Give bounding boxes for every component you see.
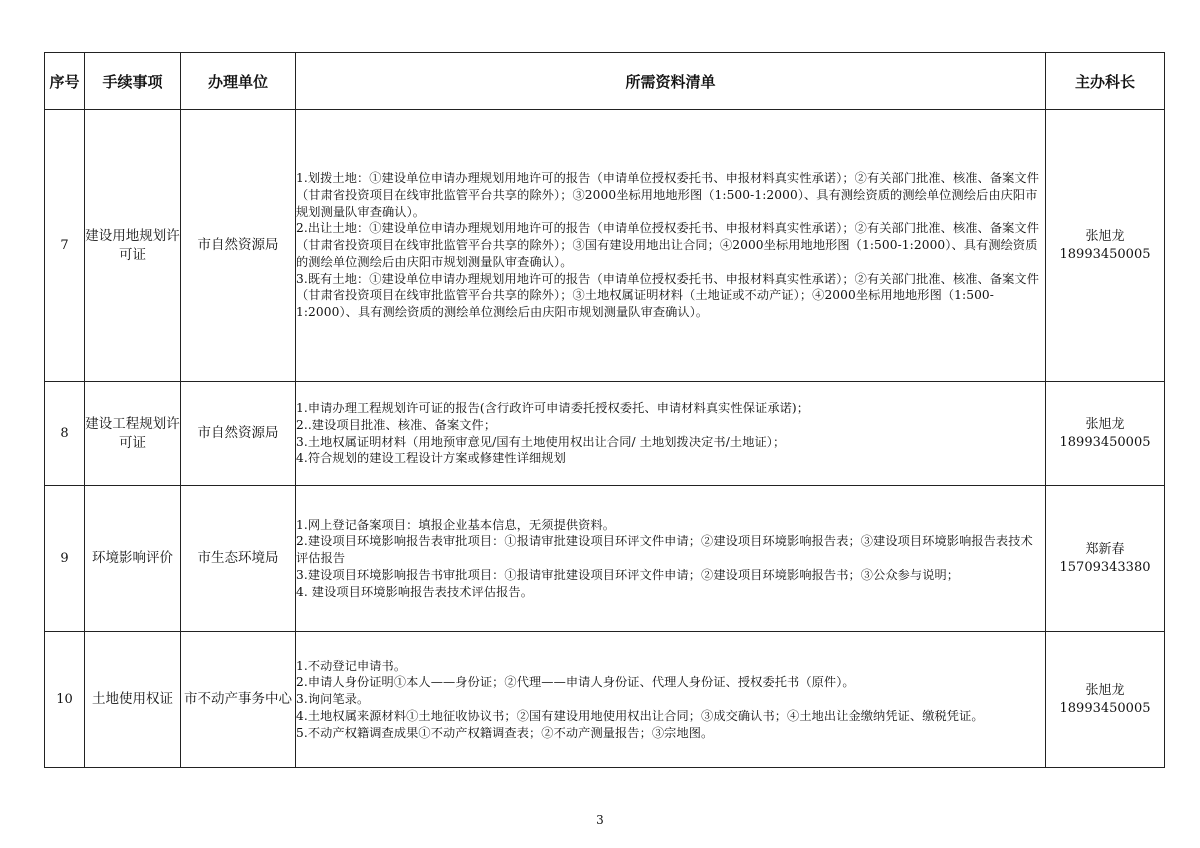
table-row	[45, 632, 1165, 768]
procedure-item: 建设用地规划许可证	[85, 110, 181, 382]
header-num: 序号	[45, 53, 85, 110]
required-docs	[296, 632, 1046, 768]
officer-phone: 15709343380	[1059, 559, 1151, 575]
officer-name: 张旭龙	[1085, 416, 1125, 432]
procedure-item: 环境影响评价	[85, 486, 181, 632]
procedure-item: 土地使用权证	[85, 632, 181, 768]
header-unit: 办理单位	[181, 53, 296, 110]
officer-name: 张旭龙	[1085, 228, 1125, 244]
row-number: 10	[45, 632, 85, 768]
required-docs	[296, 486, 1046, 632]
page-number: 3	[596, 813, 604, 827]
handling-unit: 市生态环境局	[181, 486, 296, 632]
doc-line: 3.土地权属证明材料（用地预审意见/国有土地使用权出让合同/ 土地划拨决定书/土地证）；	[296, 434, 786, 449]
header-item: 手续事项	[85, 53, 181, 110]
doc-line: 4.土地权属来源材料①土地征收协议书；②国有建设用地使用权出让合同；③成交确认书；④土地出让金缴纳凭证、缴税凭证。	[296, 708, 984, 723]
doc-line: 3.既有土地：①建设单位申请办理规划用地许可的报告（申请单位授权委托书、申报材料真实性承诺）；②有关部门批准、核准、备案文件（甘肃省投资项目在线审批监管平台共享的除外）；③土地权属证明材料（土地证或不动产证）；④2000坐标用地地形图（1:500-1:2000）、具有测绘资质的测绘单位测绘后由庆阳市规划测量队审查确认）。	[296, 271, 1039, 320]
doc-line: 2.建设项目环境影响报告表审批项目：①报请审批建设项目环评文件申请；②建设项目环境影响报告表；③建设项目环境影响报告表技术评估报告	[296, 534, 1033, 566]
row-number: 9	[45, 486, 85, 632]
doc-line: 5.不动产权籍调查成果①不动产权籍调查表；②不动产测量报告；③宗地图。	[296, 725, 714, 740]
required-docs	[296, 110, 1046, 382]
officer-cell	[1046, 382, 1165, 486]
officer-name: 张旭龙	[1085, 682, 1125, 698]
row-number: 7	[45, 110, 85, 382]
handling-unit: 市不动产事务中心	[181, 632, 296, 768]
table-row	[45, 486, 1165, 632]
procedure-item: 建设工程规划许可证	[85, 382, 181, 486]
officer-cell	[1046, 486, 1165, 632]
officer-cell	[1046, 632, 1165, 768]
doc-line: 1.不动登记申请书。	[296, 658, 407, 673]
row-number: 8	[45, 382, 85, 486]
officer-phone: 18993450005	[1059, 246, 1151, 262]
doc-line: 4. 建设项目环境影响报告表技术评估报告。	[296, 584, 533, 599]
doc-line: 1.网上登记备案项目：填报企业基本信息，无须提供资料。	[296, 517, 616, 532]
officer-cell	[1046, 110, 1165, 382]
officer-name: 郑新春	[1085, 541, 1125, 557]
doc-line: 2.出让土地：①建设单位申请办理规划用地许可的报告（申请单位授权委托书、申报材料真实性承诺）；②有关部门批准、核准、备案文件（甘肃省投资项目在线审批监管平台共享的除外）；③国有建设用地出让合同；④2000坐标用地地形图（1:500-1:2000）、具有测绘资质的测绘单位测绘后由庆阳市规划测量队审查确认）。	[296, 221, 1039, 269]
table-row	[45, 382, 1165, 486]
handling-unit: 市自然资源局	[181, 382, 296, 486]
procedures-table	[44, 52, 1165, 768]
doc-line: 3.建设项目环境影响报告书审批项目：①报请审批建设项目环评文件申请；②建设项目环境影响报告书；③公众参与说明；	[296, 567, 960, 582]
doc-line: 1.划拨土地：①建设单位申请办理规划用地许可的报告（申请单位授权委托书、申报材料真实性承诺）；②有关部门批准、核准、备案文件（甘肃省投资项目在线审批监管平台共享的除外）；③2000坐标用地地形图（1:500-1:2000）、具有测绘资质的测绘单位测绘后由庆阳市规划测量队审查确认）。	[296, 170, 1039, 219]
doc-line: 2..建设项目批准、核准、备案文件；	[296, 417, 497, 432]
officer-phone: 18993450005	[1059, 434, 1151, 450]
handling-unit: 市自然资源局	[181, 110, 296, 382]
doc-line: 3.询问笔录。	[296, 692, 370, 707]
table-header-row	[45, 53, 1165, 110]
header-officer: 主办科长	[1046, 53, 1165, 110]
required-docs	[296, 382, 1046, 486]
doc-line: 1.申请办理工程规划许可证的报告(含行政许可申请委托授权委托、申请材料真实性保证承诺)；	[296, 400, 810, 415]
doc-line: 4.符合规划的建设工程设计方案或修建性详细规划	[296, 451, 566, 466]
doc-line: 2.申请人身份证明①本人——身份证；②代理——申请人身份证、代理人身份证、授权委托书（原件）。	[296, 675, 855, 690]
header-docs: 所需资料清单	[296, 53, 1046, 110]
officer-phone: 18993450005	[1059, 700, 1151, 716]
table-row	[45, 110, 1165, 382]
